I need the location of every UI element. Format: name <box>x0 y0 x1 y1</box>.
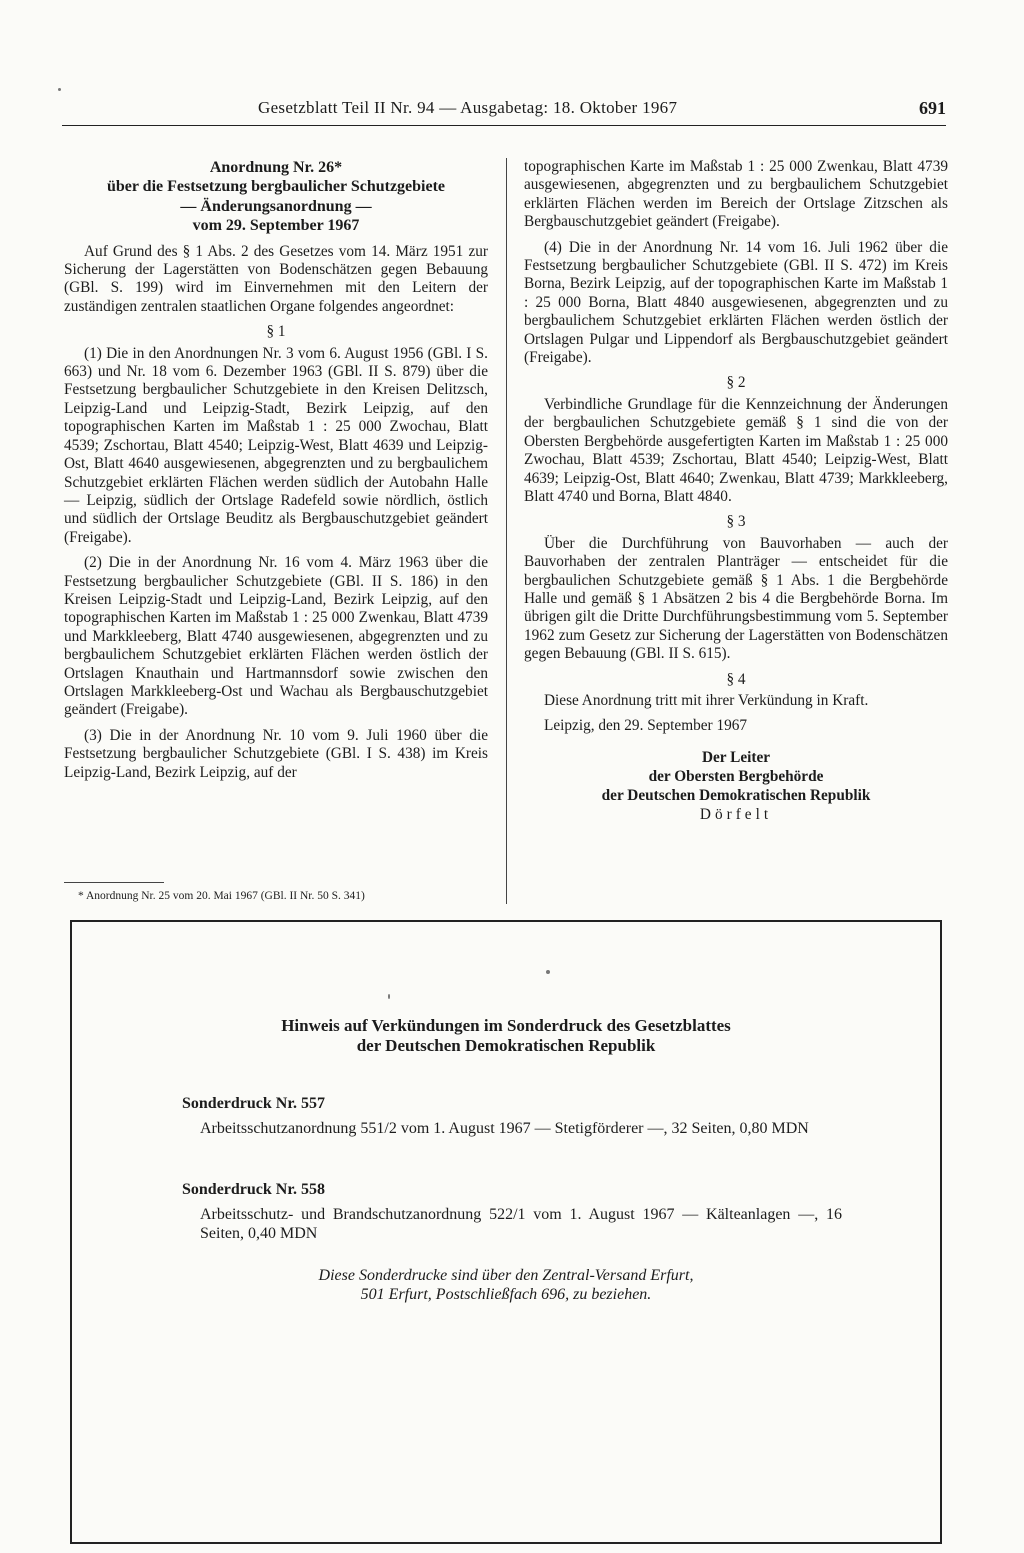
header-rule <box>62 125 946 126</box>
section-2-text: Verbindliche Grundlage für die Kennzeichnung der Änderungen der bergbaulichen Schutzgebiete gemäß § 1 sind die von der Obersten Bergbehörde ausgefertigten Karten im Maßstab 1 : 25 000 Zwochau, Blatt 4539; Zschortau, Blatt 4540; Leipzig-West, Blatt 4639; Leipzig-Ost, Blatt 4640; Zwenkau, Blatt 4739; Markkleeberg, Blatt 4740 und Borna, Blatt 4840. <box>524 395 948 505</box>
header-title: Gesetzblatt Teil II Nr. 94 — Ausgabetag: 18. Oktober 1967 <box>258 98 678 117</box>
scan-speck <box>58 88 61 91</box>
section-3-title: § 3 <box>726 513 746 531</box>
section-1-paragraph-2: (2) Die in der Anordnung Nr. 16 vom 4. März 1963 über die Festsetzung bergbaulicher Schutzgebiete (GBl. II S. 186) in den Kreisen Leipzig-Stadt und Leipzig-Land, Bezirk Leipzig, auf den topographischen Karten im Maßstab 1 : 25 000 Zwenkau, Blatt 4739 und Markkleeberg, Blatt 4740 ausgewiesenen, abgegrenzten und zu bergbaulichem Schutzgebiet erklärten Flächen werden östlich der Ortslagen Knauthain und Hartmannsdorf sowie zwischen den Ortslagen Markkleeberg-Ost und Wachau als Bergbauschutzgebiet geändert (Freigabe). <box>64 554 488 719</box>
heading-line: Anordnung Nr. 26* <box>209 159 343 176</box>
heading-line: — Änderungsanordnung — <box>180 197 372 215</box>
heading-line: über die Festsetzung bergbaulicher Schutzgebiete <box>106 178 446 196</box>
page-number: 691 <box>919 98 946 118</box>
section-1-paragraph-3-continued: topographischen Karte im Maßstab 1 : 25 000 Zwenkau, Blatt 4739 ausgewiesenen, abgegrenzten und zu bergbaulichem Schutzgebiet erklärten Flächen werden im Bereich der Ortslage Zitzschen als Bergbauschutzgebiet geändert (Freigabe). <box>524 158 948 231</box>
signatory-line: Der Leiter <box>701 748 771 766</box>
notice-title-line: Hinweis auf Verkündungen im Sonderdruck des Gesetzblattes <box>281 1016 731 1035</box>
right-column <box>524 158 948 824</box>
heading-line: vom 29. September 1967 <box>192 217 360 235</box>
section-4-title: § 4 <box>726 670 746 688</box>
section-1-title: § 1 <box>266 323 286 341</box>
section-2-title: § 2 <box>726 374 746 392</box>
place-date: Leipzig, den 29. September 1967 <box>544 717 748 735</box>
scan-speck <box>546 970 550 974</box>
preamble: Auf Grund des § 1 Abs. 2 des Gesetzes vom 14. März 1951 zur Sicherung der Lagerstätten von Bodenschätzen gegen Bebauung (GBl. S. 199) wird im Einvernehmen mit den Leitern der zuständigen zentralen staatlichen Organe folgendes angeordnet: <box>64 242 488 315</box>
notice-item-desc: Arbeitsschutzanordnung 551/2 vom 1. August 1967 — Stetigförderer —, 32 Seiten, 0,80 MDN <box>200 1120 809 1137</box>
section-1-paragraph-4: (4) Die in der Anordnung Nr. 14 vom 16. Juli 1962 über die Festsetzung bergbaulicher Schutzgebiete (GBl. II S. 472) im Kreis Borna, Bezirk Leipzig, auf der topographischen Karte im Maßstab 1 : 25 000 Borna, Blatt 4840 ausgewiesenen, abgegrenzten und zu bergbaulichem Schutzgebiet erklärten Flächen werden östlich der Ortslagen Pulgar und Lippendorf als Bergbauschutzgebiet geändert (Freigabe). <box>524 238 948 367</box>
column-divider <box>506 158 507 904</box>
footnote: * Anordnung Nr. 25 vom 20. Mai 1967 (GBl. II Nr. 50 S. 341) <box>78 890 365 902</box>
signatory-name: Dörfelt <box>699 805 773 823</box>
article-heading <box>64 158 488 236</box>
notice-box <box>70 920 942 1544</box>
left-column <box>64 158 488 789</box>
section-3-text: Über die Durchführung von Bauvorhaben — auch der Bauvorhaben der zentralen Planträger — entscheidet für die bergbaulichen Schutzgebiete gemäß § 1 Abs. 1 die Bergbehörde Halle und gemäß § 1 Absätzen 2 bis 4 die Bergbehörde Borna. Im übrigen gilt die Dritte Durchführungsbestimmung vom 5. September 1962 zum Gesetz zur Sicherung der Lagerstätten von Bodenschätzen gegen Bebauung (GBl. II S. 615). <box>524 534 948 663</box>
notice-item-label: Sonderdruck Nr. 558 <box>182 1181 325 1198</box>
scan-speck <box>388 994 390 999</box>
section-1-paragraph-1: (1) Die in den Anordnungen Nr. 3 vom 6. August 1956 (GBl. I S. 663) und Nr. 18 vom 6. Dezember 1963 (GBl. II S. 879) über die Festsetzung bergbaulicher Schutzgebiete in den Kreisen Delitzsch, Leipzig-Land und Leipzig-Stadt, Bezirk Leipzig, auf den topographischen Karten im Maßstab 1 : 25 000 Zwochau, Blatt 4539; Zschortau, Blatt 4540; Leipzig-West, Blatt 4639 und Leipzig-Ost, Blatt 4640 ausgewiesenen, abgegrenzten und zu bergbaulichem Schutzgebiet erklärten Flächen werden südlich der Autobahn Halle — Leipzig, südlich der Ortslage Radefeld sowie nördlich, östlich und südlich der Ortslage Beuditz als Bergbauschutzgebiet geändert (Freigabe). <box>64 344 488 546</box>
footnote-rule <box>64 882 164 883</box>
notice-footer <box>72 1266 940 1304</box>
notice-item-label: Sonderdruck Nr. 557 <box>182 1095 325 1112</box>
notice-title-line: der Deutschen Demokratischen Republik <box>356 1036 656 1055</box>
notice-footer-line: Diese Sonderdrucke sind über den Zentral-Versand Erfurt, <box>318 1267 694 1284</box>
notice-footer-line: 501 Erfurt, Postschließfach 696, zu beziehen. <box>360 1286 652 1303</box>
section-1-paragraph-3: (3) Die in der Anordnung Nr. 10 vom 9. Juli 1960 über die Festsetzung bergbaulicher Schutzgebiete (GBl. I S. 438) im Kreis Leipzig-Land, Bezirk Leipzig, auf der <box>64 726 488 781</box>
signatory-line: der Deutschen Demokratischen Republik <box>601 786 871 804</box>
notice-item <box>182 1180 842 1243</box>
signatory-line: der Obersten Bergbehörde <box>648 767 824 785</box>
section-4-text: Diese Anordnung tritt mit ihrer Verkündung in Kraft. <box>544 691 869 709</box>
notice-title <box>72 1016 940 1056</box>
notice-item <box>182 1094 842 1138</box>
notice-item-desc: Arbeitsschutz- und Brandschutzanordnung 522/1 vom 1. August 1967 — Kälteanlagen —, 16 Seiten, 0,40 MDN <box>200 1206 842 1242</box>
